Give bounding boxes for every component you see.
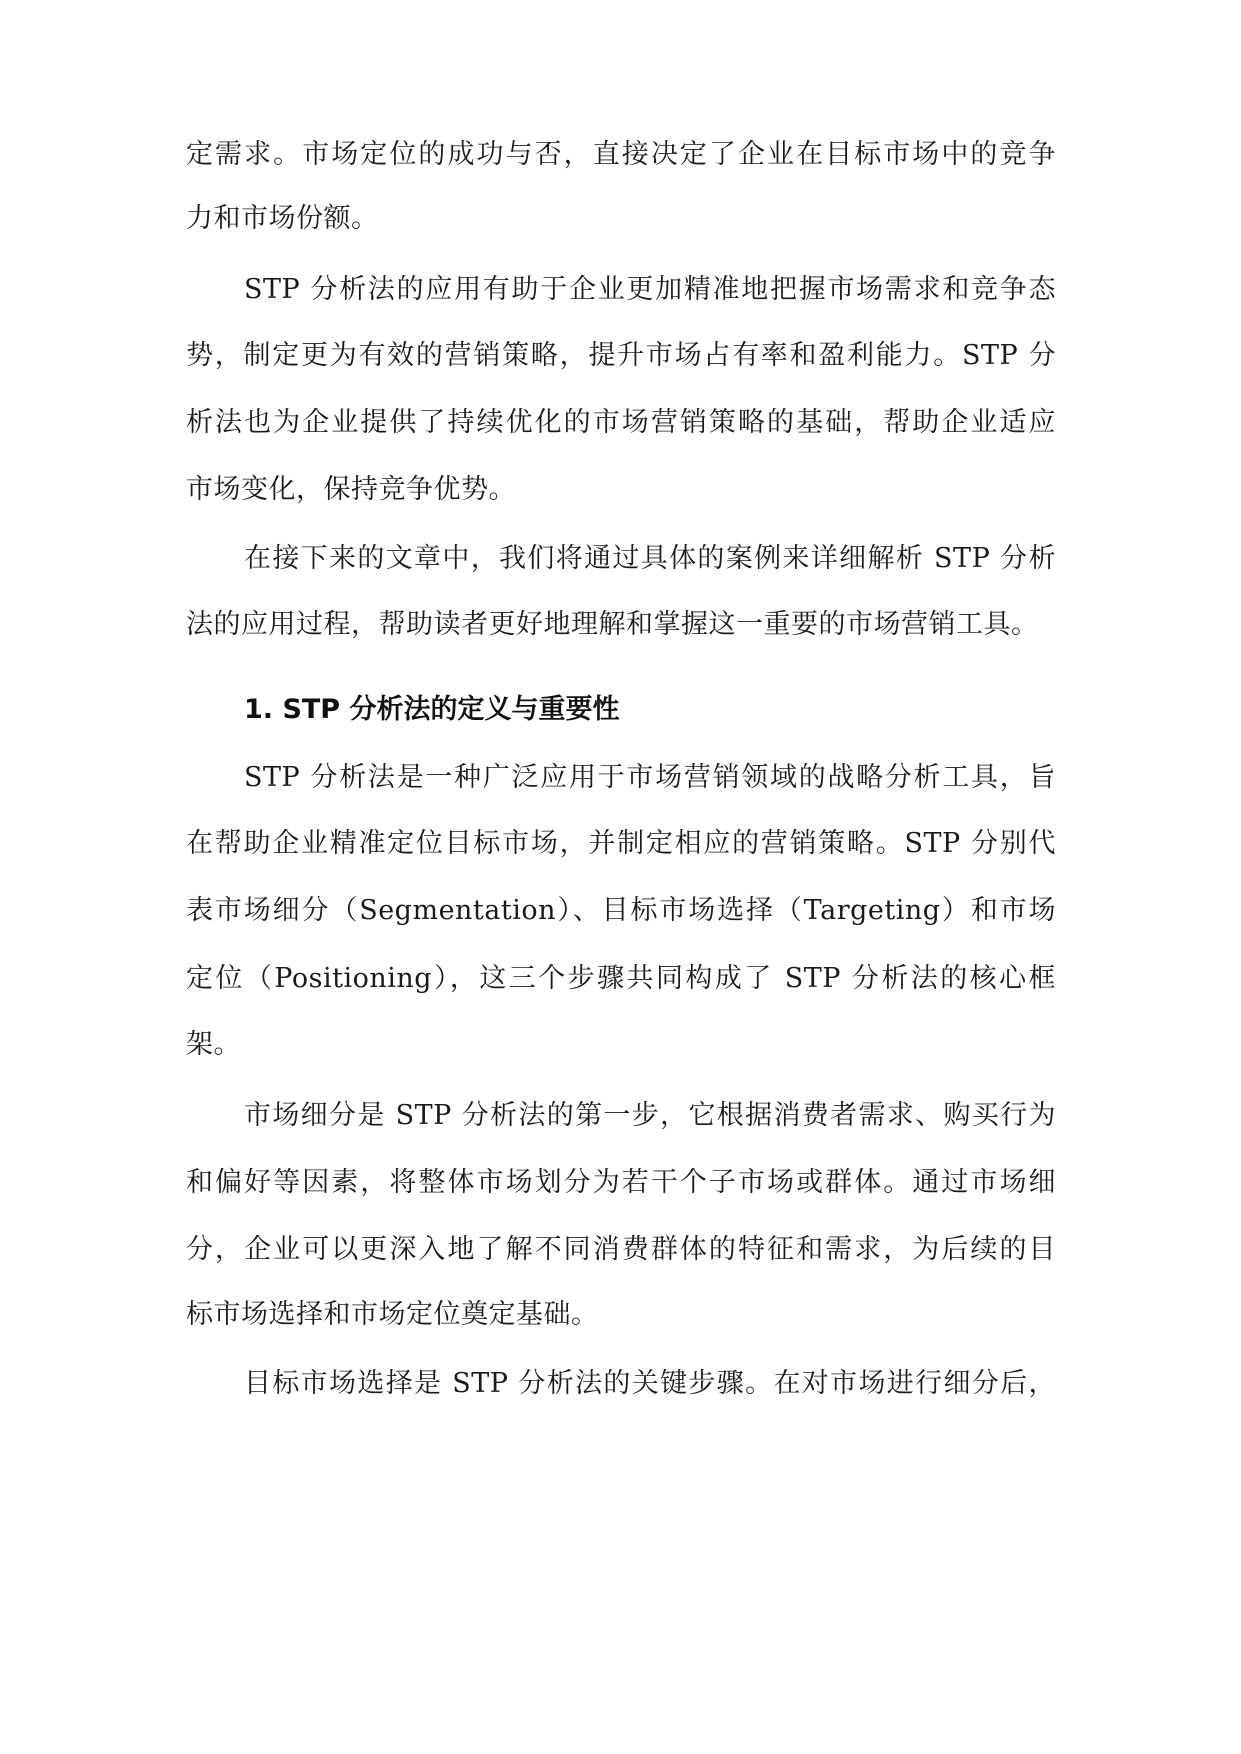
- paragraph-line: 在帮助企业精准定位目标市场，并制定相应的营销策略。STP 分别代: [186, 828, 1056, 859]
- paragraph-line: 市场变化，保持竞争优势。: [186, 474, 516, 505]
- paragraph-line: 在接下来的文章中，我们将通过具体的案例来详细解析 STP 分析: [244, 543, 1056, 574]
- paragraph-line: 力和市场份额。: [186, 203, 379, 234]
- paragraph-line: 定位（Positioning），这三个步骤共同构成了 STP 分析法的核心框: [186, 963, 1056, 994]
- section-heading: 1. STP 分析法的定义与重要性: [244, 694, 620, 725]
- paragraph-line: 目标市场选择是 STP 分析法的关键步骤。在对市场进行细分后，: [244, 1368, 1056, 1399]
- paragraph-line: 定需求。市场定位的成功与否，直接决定了企业在目标市场中的竞争: [186, 139, 1056, 170]
- paragraph-line: 表市场细分（Segmentation）、目标市场选择（Targeting）和市场: [186, 895, 1056, 926]
- paragraph-line: 析法也为企业提供了持续优化的市场营销策略的基础，帮助企业适应: [186, 407, 1056, 438]
- paragraph-line: STP 分析法是一种广泛应用于市场营销领域的战略分析工具，旨: [244, 762, 1056, 793]
- paragraph-line: 和偏好等因素，将整体市场划分为若干个子市场或群体。通过市场细: [186, 1167, 1056, 1198]
- paragraph-line: 标市场选择和市场定位奠定基础。: [186, 1299, 599, 1330]
- paragraph-line: 势，制定更为有效的营销策略，提升市场占有率和盈利能力。STP 分: [186, 340, 1056, 371]
- paragraph-line: 法的应用过程，帮助读者更好地理解和掌握这一重要的市场营销工具。: [186, 609, 1039, 640]
- paragraph-line: 架。: [186, 1029, 241, 1060]
- paragraph-line: STP 分析法的应用有助于企业更加精准地把握市场需求和竞争态: [244, 274, 1056, 305]
- paragraph-line: 分，企业可以更深入地了解不同消费群体的特征和需求，为后续的目: [186, 1234, 1056, 1265]
- paragraph-line: 市场细分是 STP 分析法的第一步，它根据消费者需求、购买行为: [244, 1100, 1056, 1131]
